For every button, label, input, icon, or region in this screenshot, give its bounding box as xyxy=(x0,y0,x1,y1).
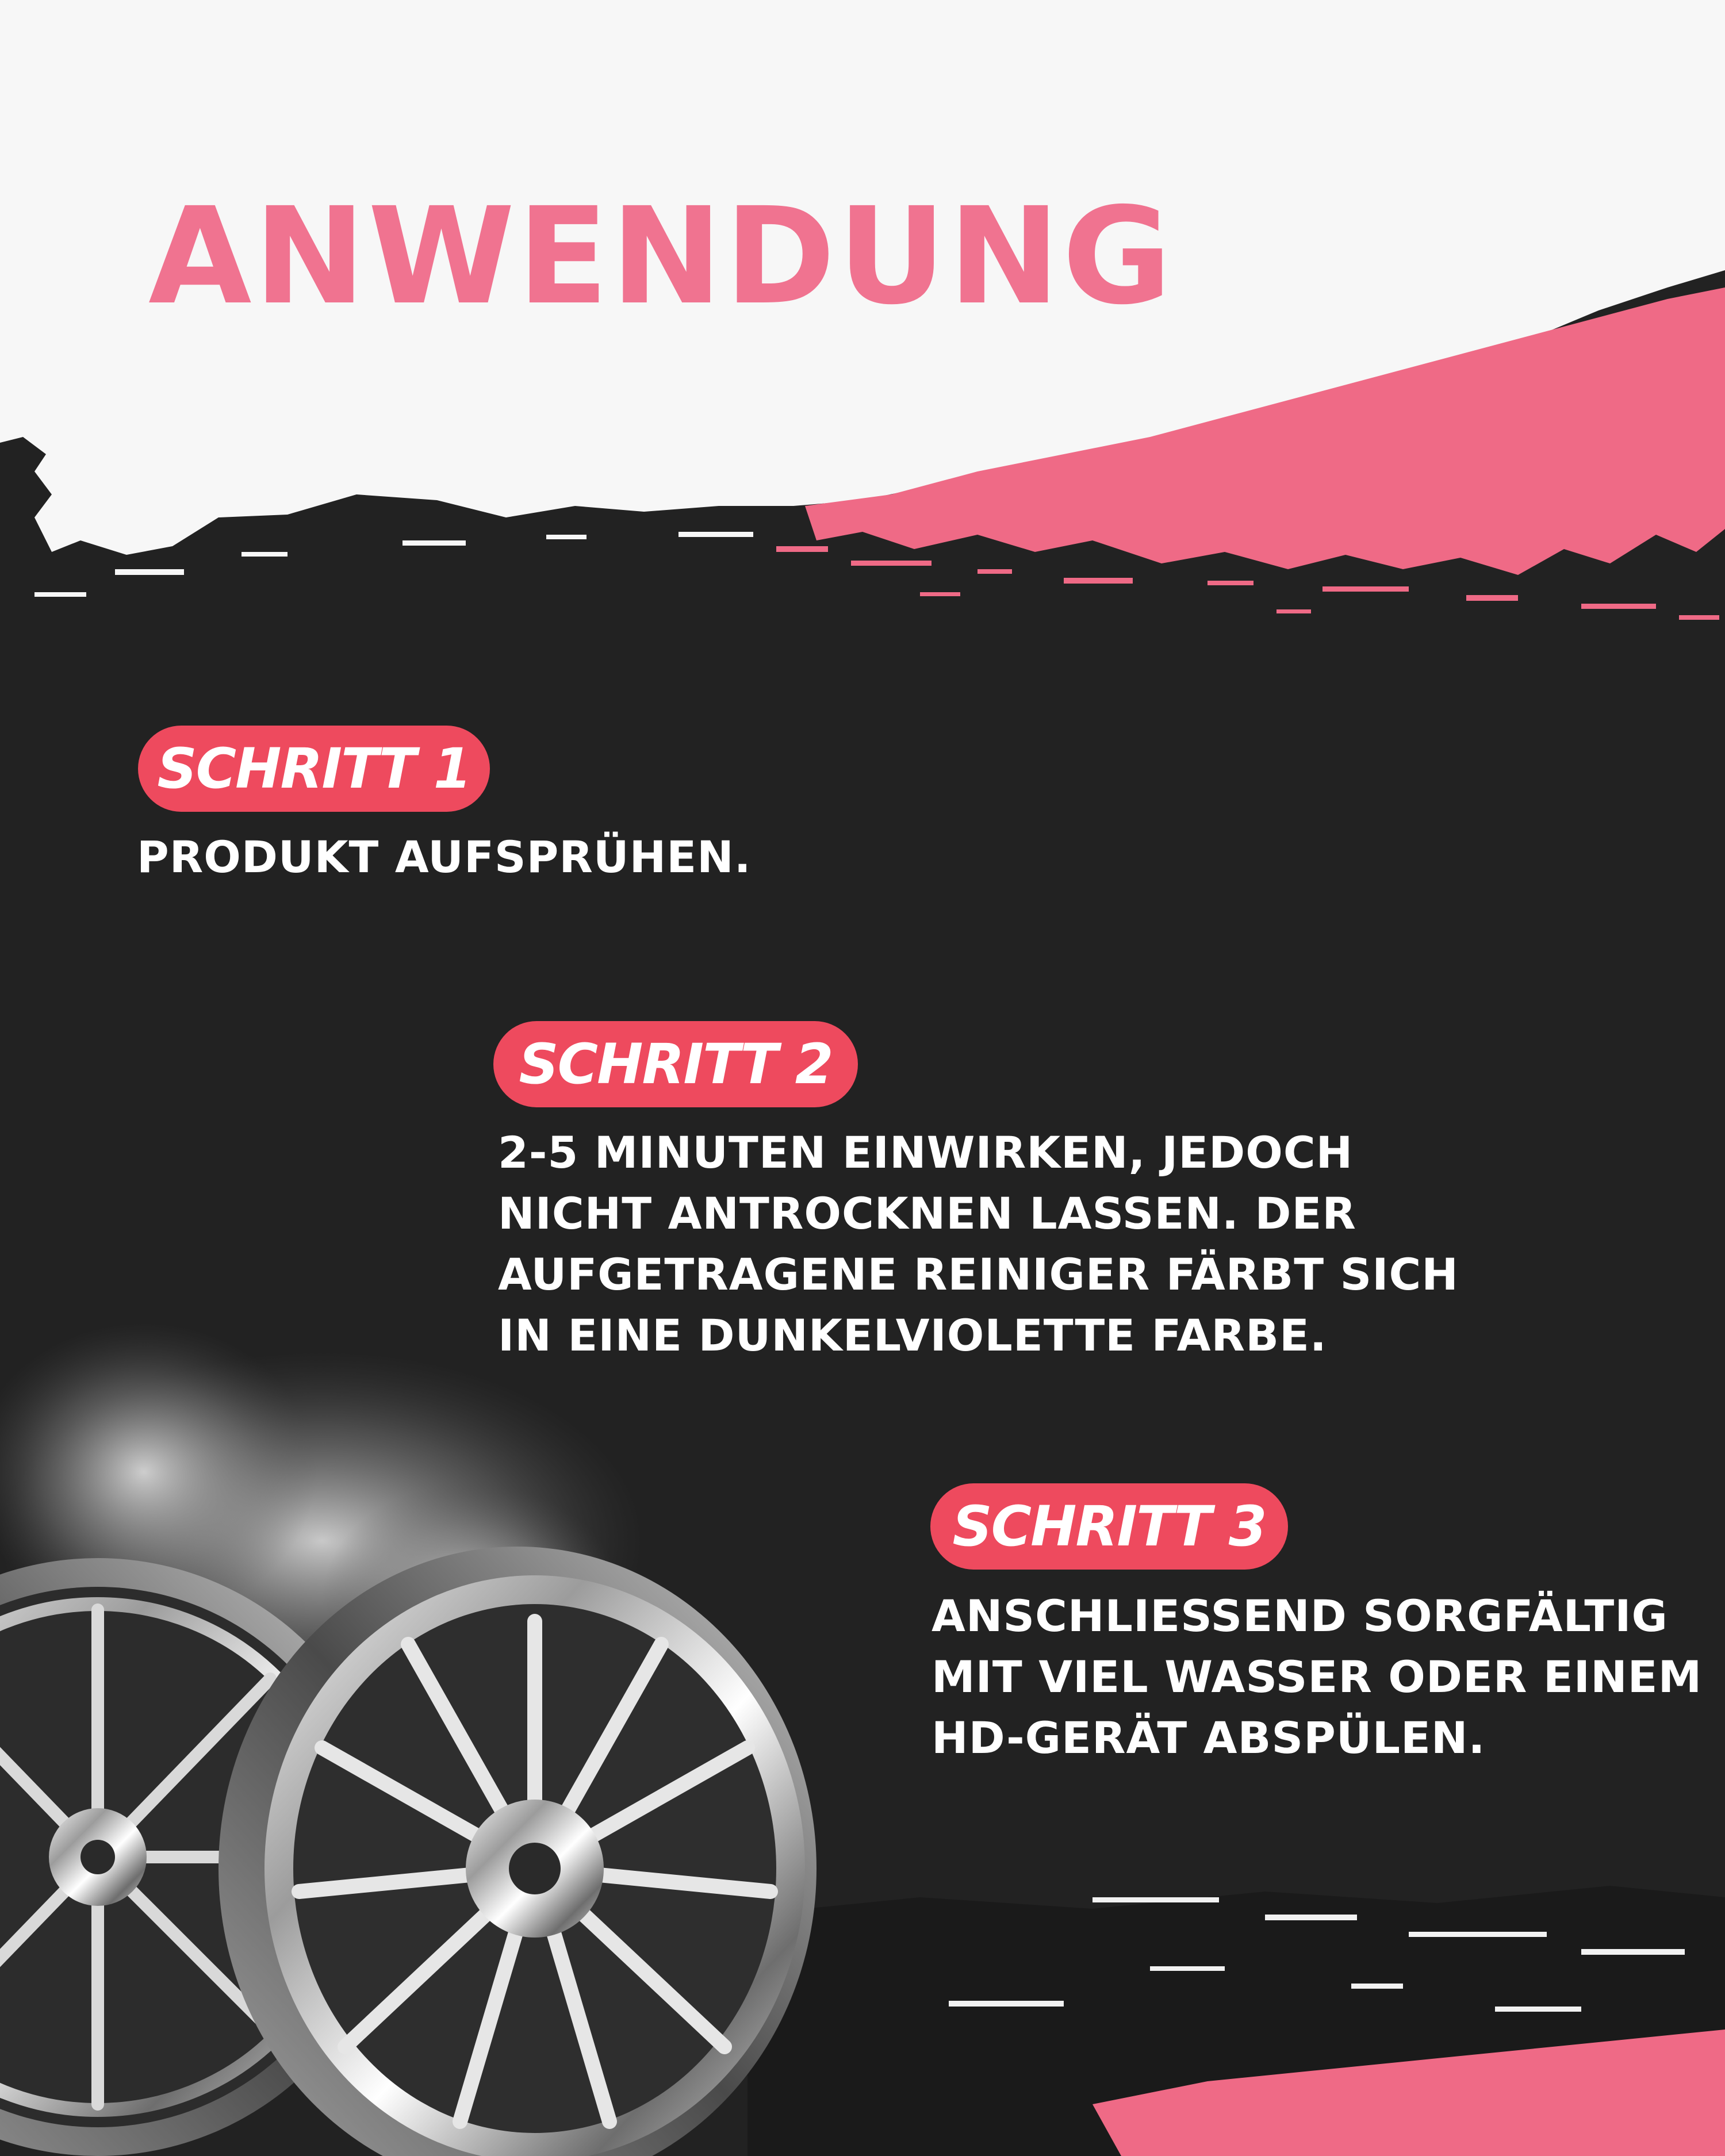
step-2-badge: SCHRITT 2 xyxy=(493,1021,858,1107)
step-1-text: PRODUKT AUFSPRÜHEN. xyxy=(137,831,752,883)
wheels-image xyxy=(0,1547,816,2156)
page-title: ANWENDUNG xyxy=(148,179,1174,334)
step-3-badge: SCHRITT 3 xyxy=(930,1483,1288,1570)
step-1-badge: SCHRITT 1 xyxy=(138,726,490,812)
step-3-text: ANSCHLIESSEND SORGFÄLTIG MIT VIEL WASSER ODER EINEM HD-GERÄT ABSPÜLEN. xyxy=(931,1590,1703,1763)
step-2-text: 2-5 MINUTEN EINWIRKEN, JEDOCH NICHT ANTROCKNEN LASSEN. DER AUFGETRAGENE REINIGER FÄRBT SICH IN EINE DUNKELVIOLETTE FARBE. xyxy=(498,1127,1459,1361)
